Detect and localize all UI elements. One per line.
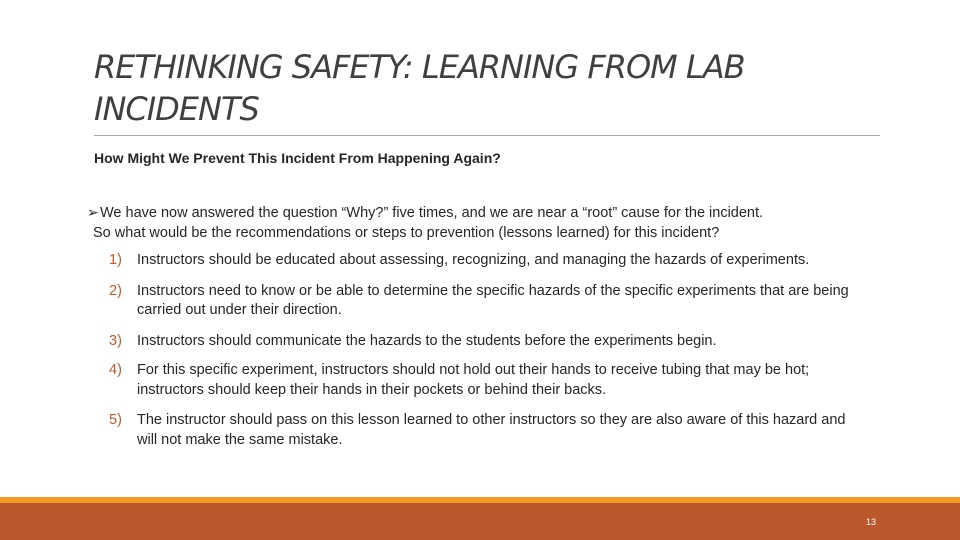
list-item-number: 5) (109, 412, 122, 428)
intro-line-1: We have now answered the question “Why?” five times, and we are near a “root” cause for the incident. (100, 205, 764, 221)
list-item-number: 2) (109, 282, 122, 299)
intro-line-2: So what would be the recommendations or steps to prevention (lessons learned) for this incident? (93, 224, 720, 241)
list-item-text: Instructors need to know or be able to determine the specific hazards of the specific experiments that are being carried out under their direction. (137, 282, 849, 318)
intro-paragraph (87, 204, 887, 243)
slide-title: RETHINKING SAFETY: LEARNING FROM LAB INCIDENTS (94, 48, 745, 128)
list-item-number: 1) (109, 252, 122, 268)
list-item (109, 251, 869, 271)
list-item (109, 361, 869, 400)
list-item (109, 282, 869, 321)
list-item-number: 3) (109, 332, 122, 349)
title-divider (94, 135, 880, 136)
arrow-bullet-icon: ➢ (87, 205, 99, 221)
list-item-text: For this specific experiment, instructors should not hold out their hands to receive tubing that may be hot; instructors should keep their hands in their pockets or behind their backs. (137, 362, 810, 398)
page-number: 13 (865, 517, 876, 527)
list-item-text: Instructors should be educated about assessing, recognizing, and managing the hazards of experiments. (137, 252, 810, 268)
list-item-number: 4) (109, 362, 122, 378)
list-item (109, 411, 869, 450)
list-item-text: Instructors should communicate the hazards to the students before the experiments begin. (137, 332, 717, 349)
slide-subtitle: How Might We Prevent This Incident From Happening Again? (94, 150, 501, 166)
footer-band (0, 503, 960, 540)
prevention-steps-list (109, 251, 869, 450)
list-item-text: The instructor should pass on this lesson learned to other instructors so they are also aware of this hazard and will not make the same mistake. (137, 412, 846, 448)
list-item (109, 332, 869, 352)
